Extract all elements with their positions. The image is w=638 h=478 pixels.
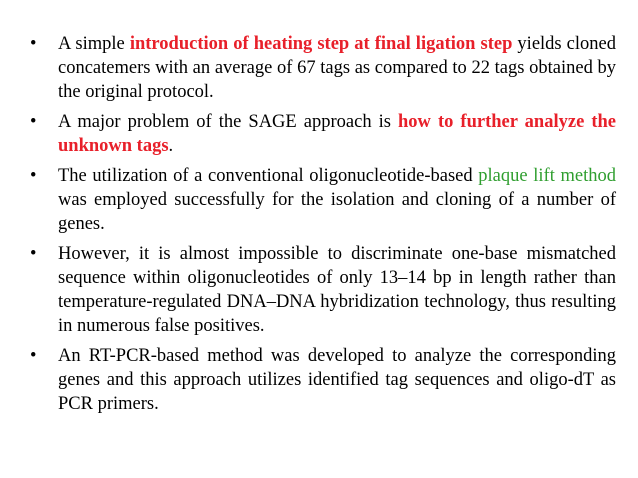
bullet-text: .: [168, 136, 174, 156]
bullet-text: An RT-PCR-based method was developed to analyze the corresponding genes and this approach utilizes identified tag sequences and oligo-dT as PCR primers.: [58, 346, 616, 414]
bullet-dot-icon: •: [30, 244, 37, 264]
highlight-plaque-lift: plaque lift method: [478, 166, 616, 186]
bullet-item-sage-problem: [30, 110, 616, 158]
bullet-dot-icon: •: [30, 166, 37, 186]
bullet-dot-icon: •: [30, 34, 37, 54]
bullet-item-mismatch: [30, 242, 616, 338]
bullet-item-rt-pcr: [30, 344, 616, 416]
bullet-item-heating-step: [30, 32, 616, 104]
bullet-item-plaque-lift: [30, 164, 616, 236]
bullet-text: The utilization of a conventional oligonucleotide-based: [58, 166, 479, 186]
bullet-text: A major problem of the SAGE approach is: [58, 112, 399, 132]
bullet-dot-icon: •: [30, 346, 37, 366]
bullet-text: However, it is almost impossible to discriminate one-base mismatched sequence within oligonucleotides of only 13–14 bp in length rather than temperature-regulated DNA–DNA hybridization technology, thus resulting in numerous false positives.: [58, 244, 616, 336]
bullet-text: was employed successfully for the isolation and cloning of a number of genes.: [58, 190, 616, 234]
bullet-text: yields cloned concatemers with an average of 67 tags as compared to 22 tags obtained by the original protocol.: [58, 34, 616, 102]
bullet-list: [30, 32, 616, 422]
bullet-dot-icon: •: [30, 112, 37, 132]
bullet-text: A simple: [58, 34, 130, 54]
highlight-unknown-tags: how to further analyze the unknown tags: [58, 112, 616, 156]
highlight-heating-step: introduction of heating step at final ligation step: [129, 34, 513, 54]
